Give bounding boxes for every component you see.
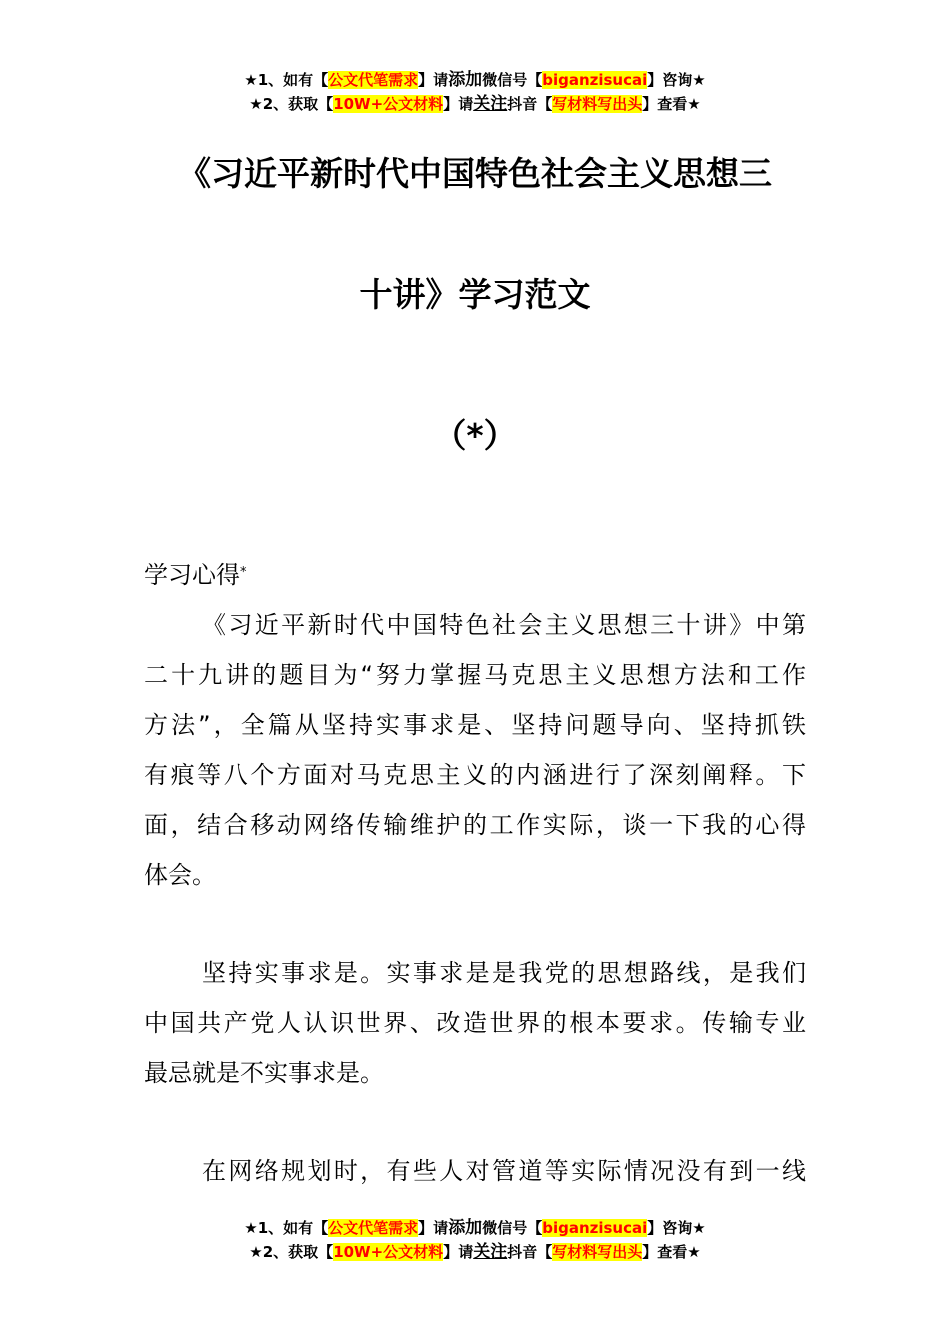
promo-text: ★2、获取【 [249,95,334,113]
promo-text: 】请 [418,71,449,89]
promo-line-1 [0,1216,950,1240]
promo-text: ★1、如有【 [244,1219,329,1237]
promo-banner-top [0,68,950,116]
promo-line-2 [0,1240,950,1264]
promo-text: 】查看★ [642,95,701,113]
promo-text: 抖音【 [507,1243,553,1261]
wechat-id-highlight: biganzisucai [542,71,648,89]
section-label [144,558,247,592]
promo-emphasis: 添加 [448,1218,483,1238]
document-title-line-1: 《习近平新时代中国特色社会主义思想三 [178,154,772,193]
douyin-id-highlight: 写材料写出头 [552,95,643,113]
douyin-id-highlight: 写材料写出头 [552,1243,643,1261]
promo-highlight: 10W+公文材料 [333,1243,444,1261]
document-title-line-2: 十讲》学习范文 [359,275,591,314]
promo-emphasis: 关注 [473,1242,508,1262]
promo-text: 微信号【 [482,71,543,89]
body-line: 体会。 [144,861,216,889]
promo-highlight: 10W+公文材料 [333,95,444,113]
section-label-text: 学习心得 [144,561,240,589]
promo-line-1 [0,68,950,92]
body-line: 面，结合移动网络传输维护的工作实际，谈一下我的心得 [144,811,806,839]
promo-text: ★2、获取【 [249,1243,334,1261]
wechat-id-highlight: biganzisucai [542,1219,648,1237]
body-line: 《习近平新时代中国特色社会主义思想三十讲》中第 [202,611,806,639]
section-label-mark: * [240,565,247,580]
promo-highlight: 公文代笔需求 [328,71,419,89]
promo-text: 抖音【 [507,95,553,113]
promo-line-2 [0,92,950,116]
promo-text: 】请 [418,1219,449,1237]
promo-text: 】请 [443,95,474,113]
body-line: 在网络规划时，有些人对管道等实际情况没有到一线 [202,1157,806,1185]
body-line: 二十九讲的题目为“努力掌握马克思主义思想方法和工作 [144,661,806,689]
promo-text: 】咨询★ [647,1219,706,1237]
body-line: 坚持实事求是。实事求是是我党的思想路线，是我们 [202,959,806,987]
promo-emphasis: 添加 [448,70,483,90]
promo-text: 微信号【 [482,1219,543,1237]
body-line: 中国共产党人认识世界、改造世界的根本要求。传输专业 [144,1009,806,1037]
body-line: 方法”，全篇从坚持实事求是、坚持问题导向、坚持抓铁 [144,711,806,739]
promo-highlight: 公文代笔需求 [328,1219,419,1237]
document-title-marker: （*） [433,416,517,455]
promo-text: 】咨询★ [647,71,706,89]
promo-banner-bottom [0,1216,950,1264]
promo-text: 】请 [443,1243,474,1261]
promo-text: 】查看★ [642,1243,701,1261]
body-line: 有痕等八个方面对马克思主义的内涵进行了深刻阐释。下 [144,761,806,789]
promo-emphasis: 关注 [473,94,508,114]
promo-text: ★1、如有【 [244,71,329,89]
body-line: 最忌就是不实事求是。 [144,1059,384,1087]
